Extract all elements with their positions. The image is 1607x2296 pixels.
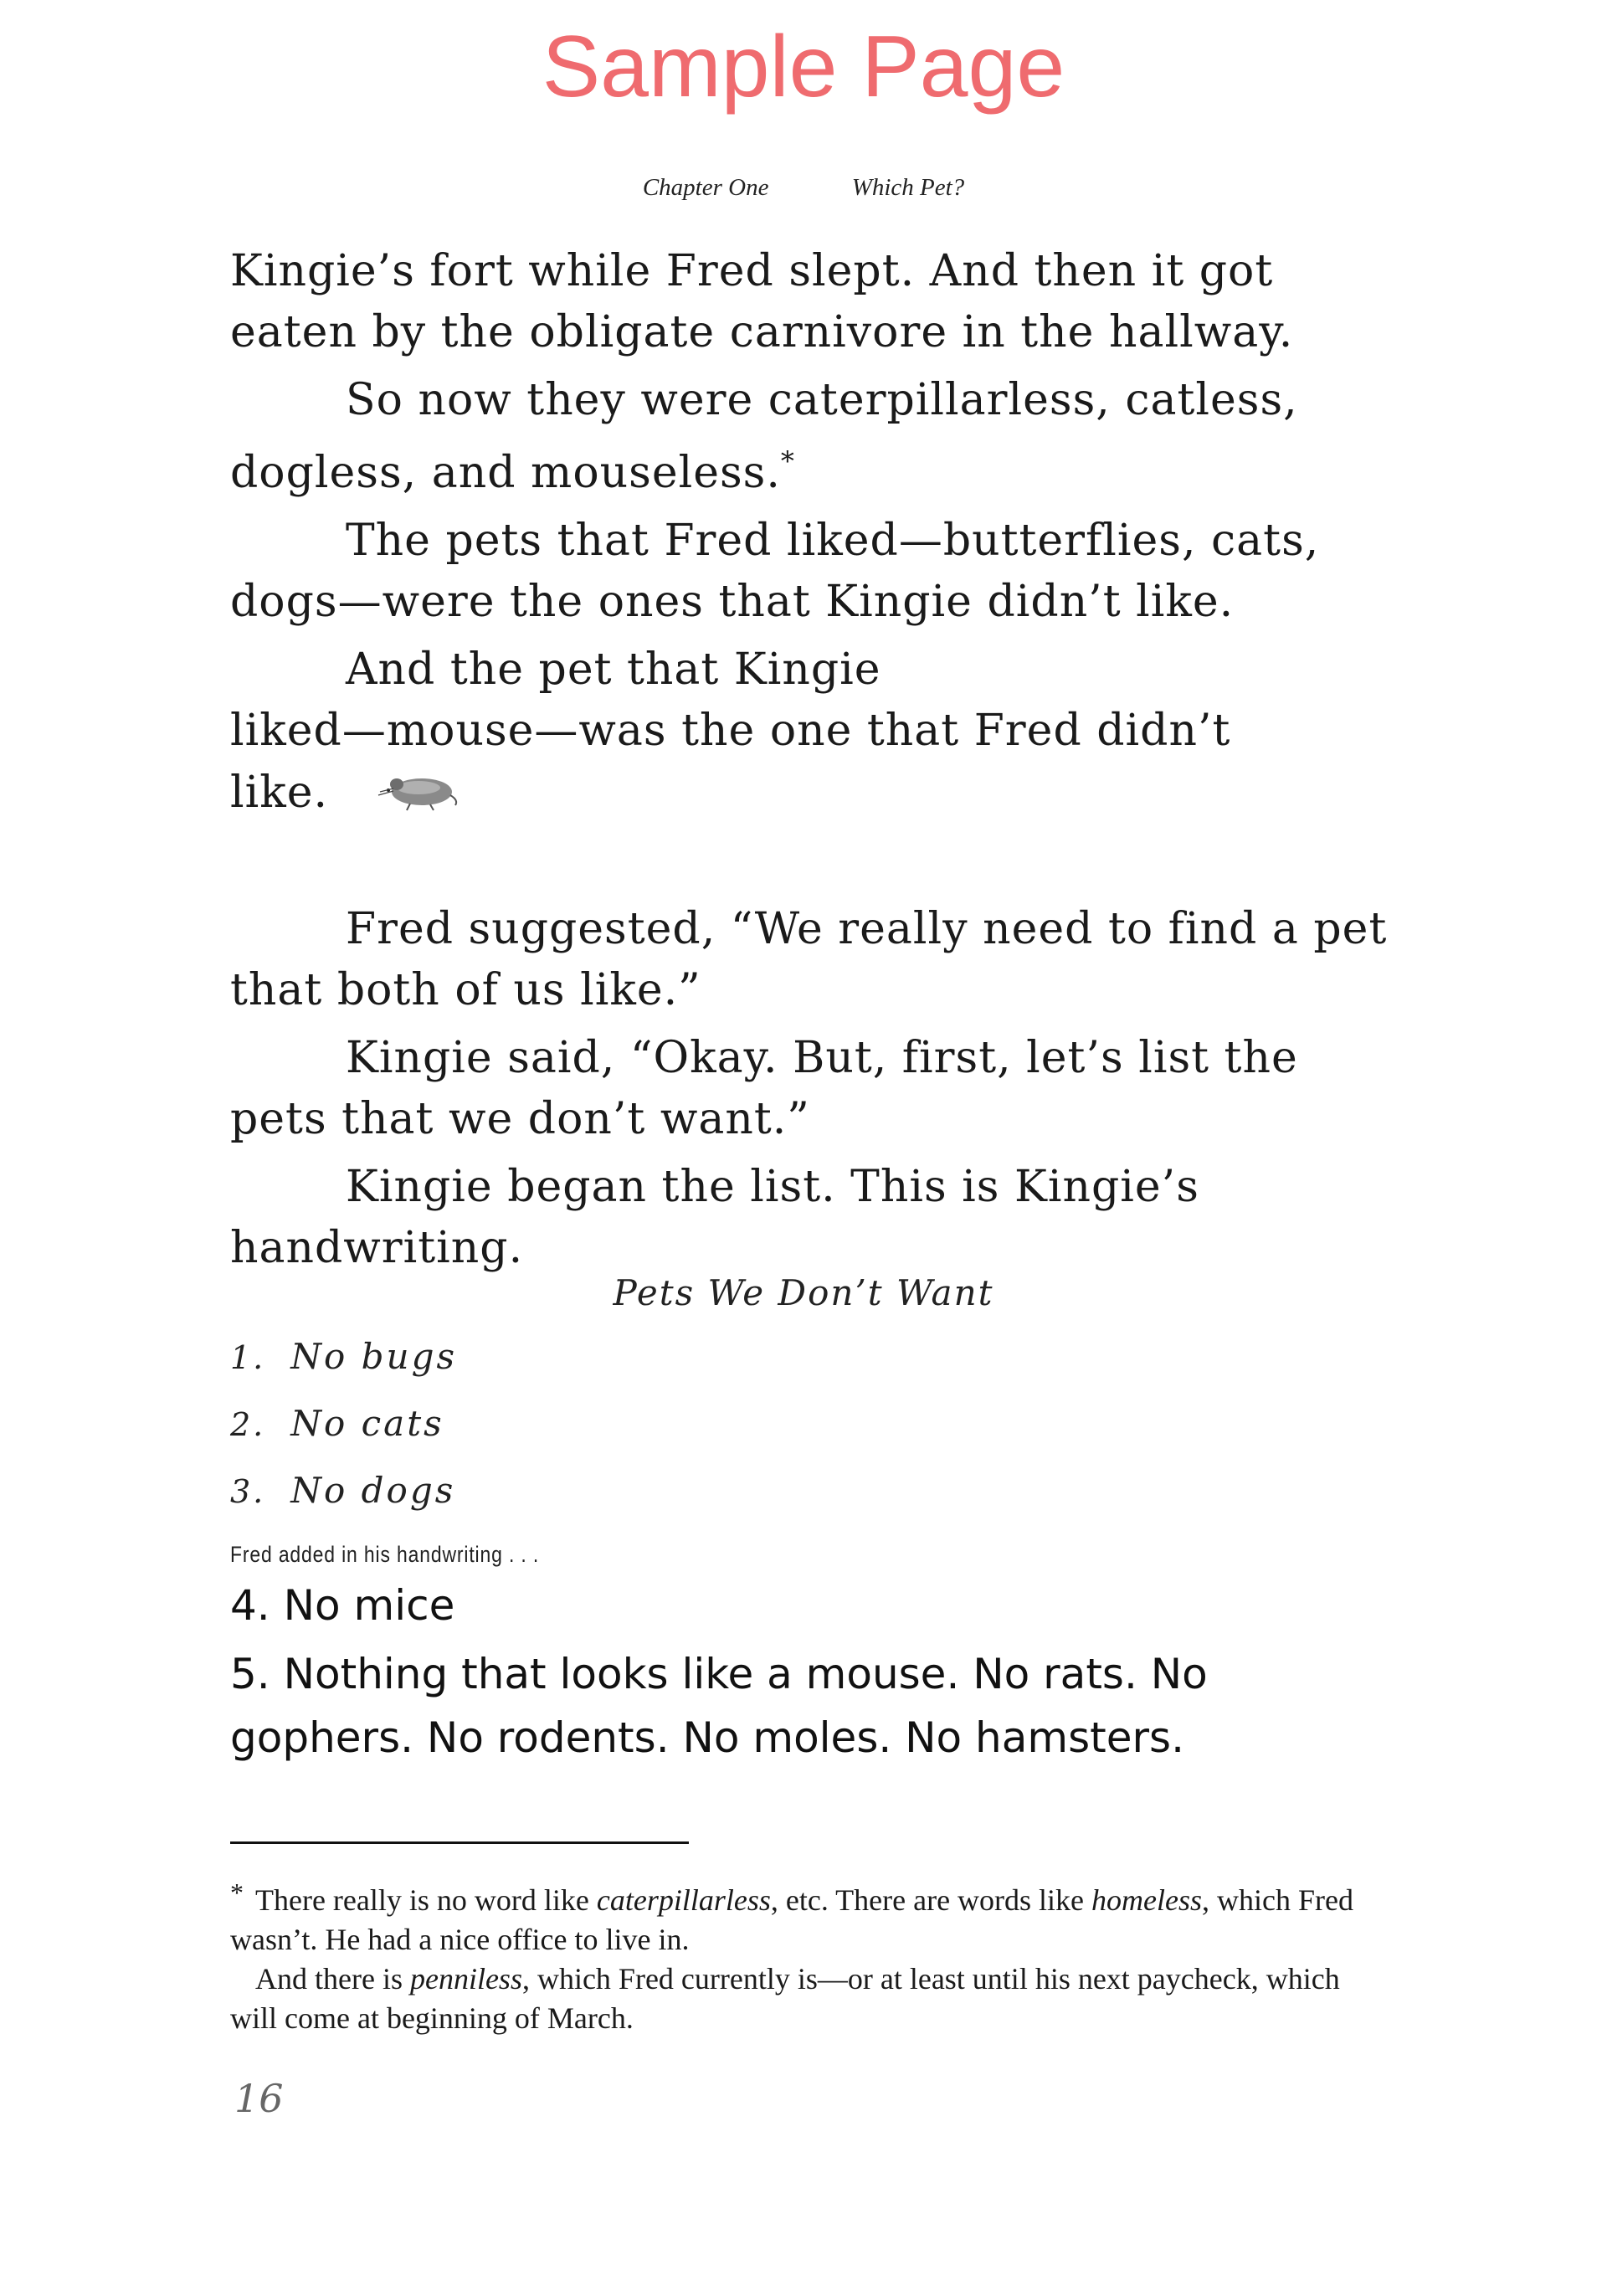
running-header: [0, 174, 1607, 202]
footnote-marker[interactable]: *: [780, 445, 795, 477]
paragraph-5: Fred suggested, “We really need to find a pet that both of us like.”: [230, 904, 1388, 1015]
mouse-illustration-icon: [368, 762, 460, 814]
paragraph-1: Kingie’s fort while Fred slept. And then it got eaten by the obligate carnivore in the hallway.: [230, 246, 1294, 357]
paragraph-4: [230, 639, 1402, 824]
paragraph-7: Kingie began the list. This is Kingie’s handwriting.: [230, 1162, 1199, 1273]
page-number: 16: [234, 2076, 284, 2121]
fred-note: Fred added in his handwriting . . .: [230, 1542, 540, 1567]
kingie-list-item: 1. No bugs: [230, 1336, 458, 1377]
fred-list-item-5: 5. Nothing that looks like a mouse. No rats. No gophers. No rodents. No moles. No hamsters.: [230, 1650, 1208, 1762]
paragraph-4-line-1: And the pet that Kingie: [346, 645, 881, 695]
footnote-line-1: * There really is no word like caterpillarless, etc. There are words like homeless, which Fred wasn’t. He had a nice office to live in.: [230, 1877, 1353, 1956]
footnote-line-2: And there is penniless, which Fred currently is—or at least until his next paycheck, which will come at beginning of March.: [230, 1962, 1340, 2035]
chapter-label: Chapter One: [642, 174, 769, 201]
main-text: [230, 241, 1402, 1286]
paragraph-2-text: So now they were caterpillarless, catless, dogless, and mouseless.: [230, 375, 1298, 498]
paragraph-3: The pets that Fred liked—butterflies, cats, dogs—were the ones that Kingie didn’t like.: [230, 516, 1320, 627]
paragraph-4-line-2: liked—mouse—was the one that Fred didn’t: [230, 706, 1231, 756]
sample-page-watermark: Sample Page: [542, 18, 1065, 116]
paragraph-6: Kingie said, “Okay. But, first, let’s list the pets that we don’t want.”: [230, 1033, 1298, 1144]
kingie-list-title: Pets We Don’t Want: [613, 1272, 994, 1313]
chapter-title: Which Pet?: [851, 174, 965, 201]
footnote: [230, 1873, 1385, 2038]
kingie-list-item: 3. No dogs: [230, 1470, 456, 1511]
paragraph-4-line-3: like.: [230, 768, 329, 818]
fred-list-item-4: 4. No mice: [230, 1581, 455, 1630]
paragraph-2: [230, 370, 1402, 504]
footnote-divider: [230, 1841, 689, 1844]
kingie-list-item: 2. No cats: [230, 1403, 444, 1444]
